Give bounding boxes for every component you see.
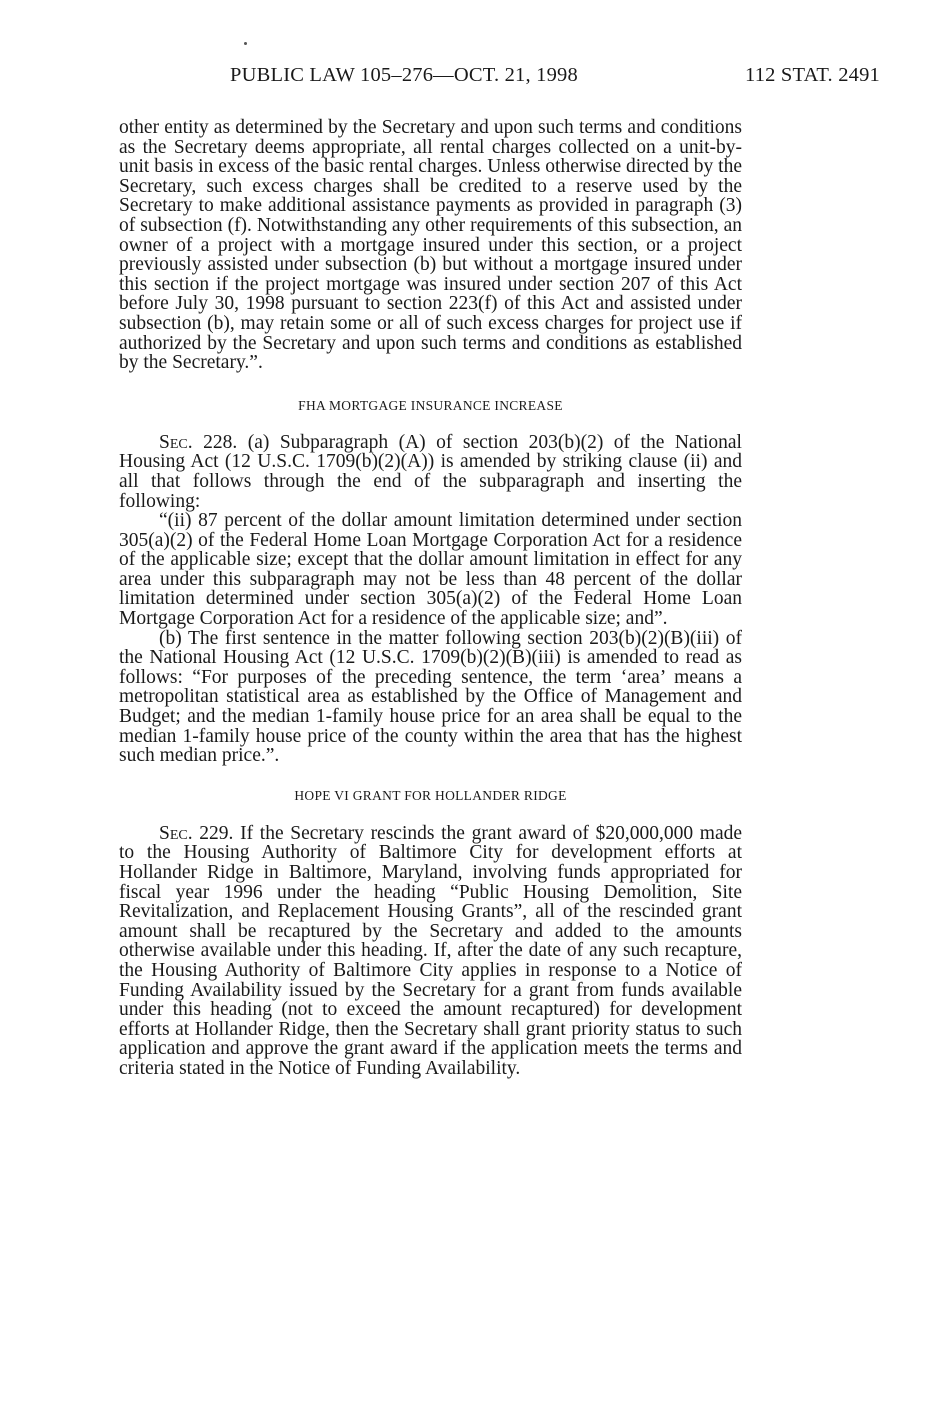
section-heading-hope-vi: HOPE VI GRANT FOR HOLLANDER RIDGE	[294, 787, 567, 803]
sec-229-text: If the Secretary rescinds the grant award of $20,000,000 made to the Housing Authority of Baltimore City for development efforts at Hollander Ridge in Baltimore, Maryland, involving funds appropriated for fiscal year 1996 under the heading “Public Housing Demolition, Site Revitalization, and Replacement Housing Grants”, all of the rescinded grant amount shall be recaptured by the Secretary and added to the amounts otherwise available under this heading. If, after the date of any such recapture, the Housing Authority of Baltimore City applies in response to a Notice of Funding Availability issued by the Secretary for a grant from funds available under this heading (not to exceed the amount recaptured) for development efforts at Hollander Ridge, then the Secretary shall grant priority status to such application and approve the grant award if the application meets the terms and criteria stated in the Notice of Funding Availability.	[119, 822, 743, 1079]
continuation-paragraph: other entity as determined by the Secretary and upon such terms and conditions as the Secretary deems appropriate, all rental charges collected on a unit-by-unit basis in excess of the basic rental charges. Unless otherwise directed by the Secretary, such excess charges shall be credited to a reserve used by the Secretary to make additional assistance payments as provided in paragraph (3) of subsection (f). Notwithstanding any other requirements of this subsection, an owner of a project with a mortgage insured under this section, or a project previously assisted under subsection (b) but without a mortgage insured under this section if the project mortgage was insured under section 207 of this Act before July 30, 1998 pursuant to section 223(f) of this Act and assisted under subsection (b), may retain some or all of such excess charges for project use if authorized by the Secretary and upon such terms and conditions as established by the Secretary.”.	[119, 117, 742, 374]
sec-229-label: Sec. 229.	[159, 822, 234, 844]
sec-228-label: Sec. 228.	[159, 431, 238, 453]
sec-228-paragraph-b: (b) The first sentence in the matter following section 203(b)(2)(B)(iii) of the National Housing Act (12 U.S.C. 1709(b)(2)(B)(iii) is amended to read as follows: “For purposes of the preceding sentence, the term ‘area’ means a metropolitan statistical area as established by the Office of Management and Budget; and the median 1-family house price for an area shall be equal to the median 1-family house price of the county within the area that has the highest such median price.”.	[119, 627, 742, 767]
page-header	[230, 64, 880, 94]
sec-228-paragraph-a	[119, 433, 742, 511]
section-heading-fha: FHA MORTGAGE INSURANCE INCREASE	[298, 397, 563, 413]
page-body	[119, 118, 742, 1079]
sec-228-para-a-text: (a) Subparagraph (A) of section 203(b)(2) of the National Housing Act (12 U.S.C. 1709(b)(2)(A)) is amended by striking clause (ii) and all that follows through the end of the subparagraph and inserting the following:	[119, 431, 742, 512]
sec-228-quoted-clause: “(ii) 87 percent of the dollar amount limitation determined under section 305(a)(2) of the Federal Home Loan Mortgage Corporation Act for a residence of the applicable size; except that the dollar amount limitation in effect for any area under this subparagraph may not be less than 48 percent of the dollar limitation determined under section 305(a)(2) of the Federal Home Loan Mortgage Corporation Act for a residence of the applicable size; and”.	[119, 510, 742, 630]
running-title: PUBLIC LAW 105–276—OCT. 21, 1998	[230, 64, 578, 86]
statute-citation: 112 STAT. 2491	[745, 64, 880, 86]
sec-229-paragraph	[119, 824, 742, 1079]
scan-speck	[244, 42, 247, 45]
